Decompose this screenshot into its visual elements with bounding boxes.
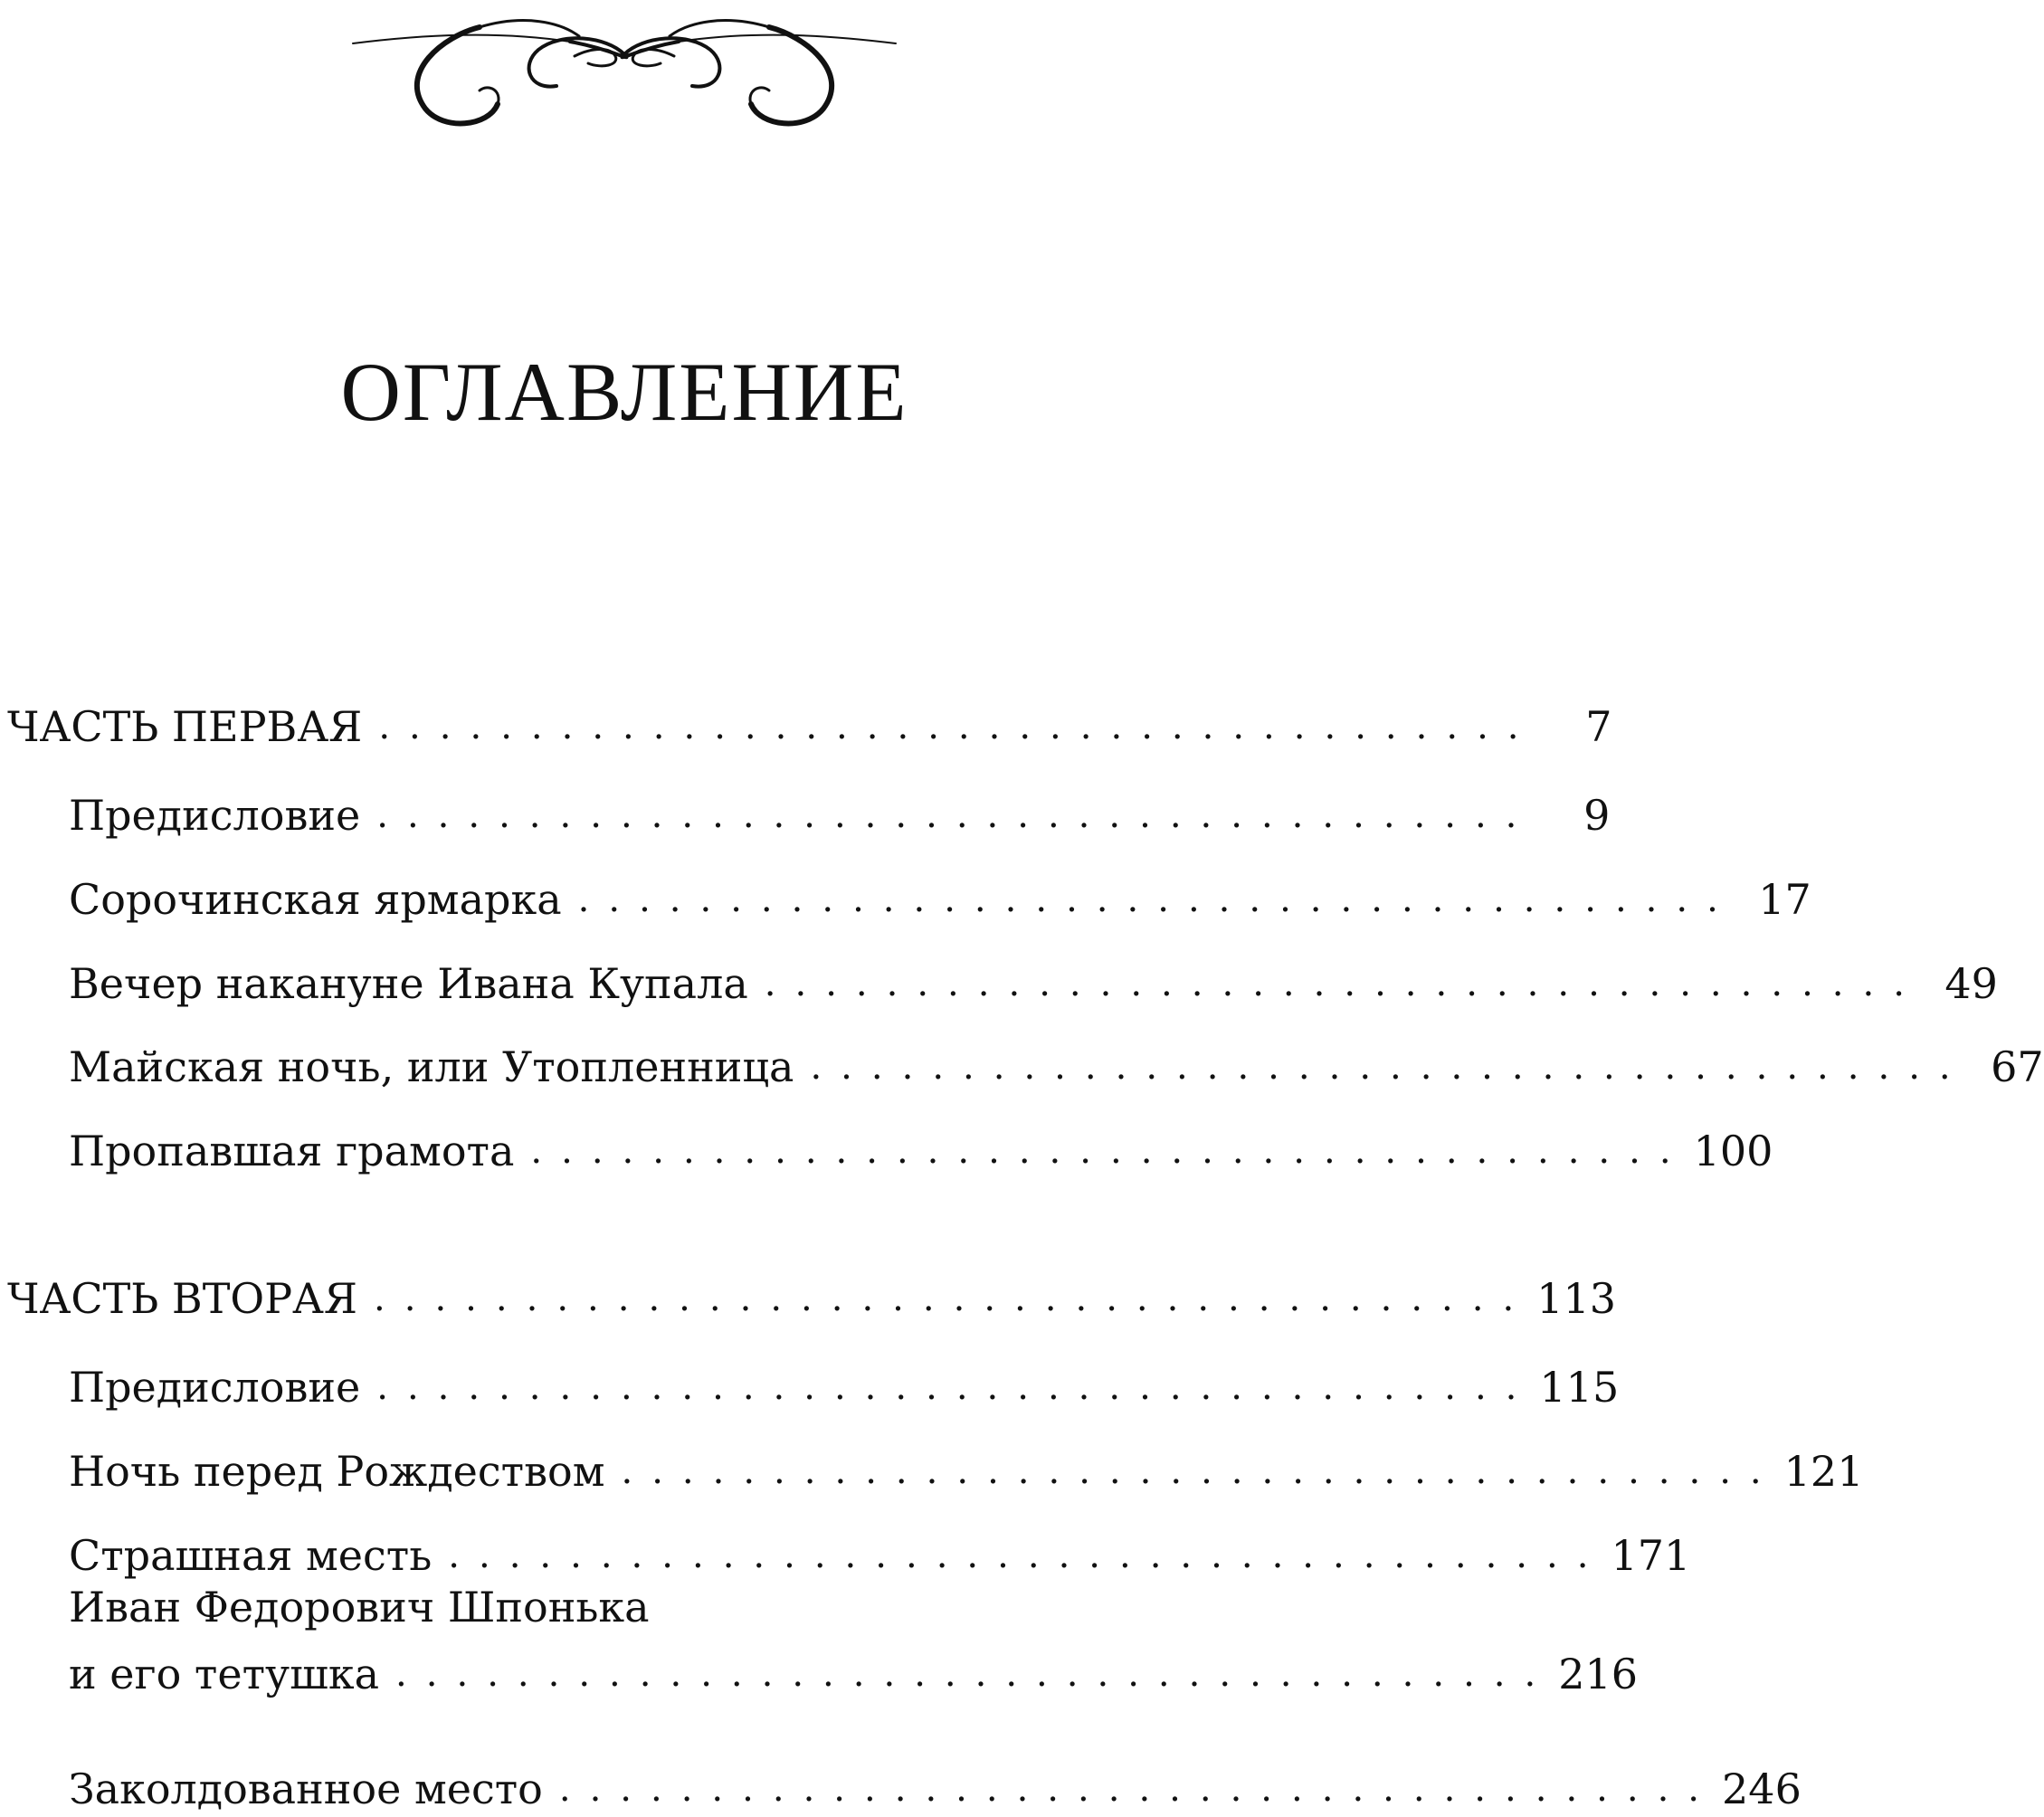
dot-leader: ...................................... — [530, 1130, 1690, 1172]
toc-item[interactable] — [69, 780, 1611, 843]
dot-leader: ...................................... — [810, 1046, 1970, 1088]
toc-item[interactable] — [69, 1436, 1864, 1499]
toc-item[interactable] — [69, 864, 1811, 928]
toc-page-number: 9 — [1583, 791, 1611, 840]
toc-item-label: Предисловие — [69, 1363, 361, 1412]
toc-item-label: Пропавшая грамота — [69, 1127, 515, 1175]
toc-item-label: Вечер накануне Ивана Купала — [69, 959, 748, 1008]
toc-page-number: 115 — [1539, 1363, 1620, 1412]
toc-item[interactable] — [69, 1579, 1639, 1706]
dot-leader: ...................................... — [621, 1451, 1781, 1492]
toc-page-number: 216 — [1558, 1650, 1639, 1698]
toc-item[interactable] — [69, 1352, 1620, 1415]
dot-leader: ...................................... — [448, 1535, 1608, 1576]
toc-item-label: Иван Федорович Шпонька — [69, 1583, 650, 1631]
toc-part-1[interactable] — [7, 691, 1612, 755]
toc-page-number: 17 — [1758, 875, 1811, 924]
dot-leader: ...................................... — [378, 706, 1538, 747]
toc-item-label: Сорочинская ярмарка — [69, 875, 562, 924]
toc-item-label: Майская ночь, или Утопленница — [69, 1042, 794, 1091]
dot-leader: ...................................... — [376, 794, 1536, 836]
toc-item-label: Ночь перед Рождеством — [69, 1447, 605, 1496]
toc-page-number: 246 — [1722, 1765, 1802, 1813]
toc-item-label: Предисловие — [69, 791, 361, 840]
toc-item[interactable] — [69, 1116, 1773, 1179]
toc-item[interactable] — [69, 1032, 2044, 1095]
dot-leader: ...................................... — [376, 1366, 1536, 1408]
toc-item-label: Заколдованное место — [69, 1765, 543, 1813]
toc-page-number: 121 — [1783, 1447, 1864, 1496]
dot-leader: ...................................... — [374, 1278, 1534, 1319]
dot-leader: ...................................... — [764, 963, 1924, 1004]
toc-page-number: 100 — [1693, 1127, 1773, 1175]
dot-leader: ...................................... — [558, 1768, 1719, 1810]
toc-page-number: 7 — [1585, 702, 1612, 751]
toc-page-number: 171 — [1611, 1531, 1691, 1580]
toc-page-number: 113 — [1536, 1274, 1617, 1323]
page-title: ОГЛАВЛЕНИЕ — [340, 346, 908, 438]
dot-leader: ...................................... — [395, 1653, 1555, 1695]
toc-item[interactable] — [69, 948, 1998, 1012]
toc-part-label: ЧАСТЬ ПЕРВАЯ — [7, 702, 363, 751]
toc-part-2[interactable] — [7, 1263, 1617, 1327]
dot-leader: ...................................... — [577, 879, 1737, 920]
toc-page-number: 67 — [1991, 1042, 2044, 1091]
toc-page-number: 49 — [1944, 959, 1998, 1008]
toc-item[interactable] — [69, 1520, 1691, 1584]
toc-item-label: Страшная месть — [69, 1531, 433, 1580]
toc-part-label: ЧАСТЬ ВТОРАЯ — [7, 1274, 358, 1323]
toc-item-label-continued: и его тетушка — [69, 1650, 380, 1698]
toc-item[interactable] — [69, 1754, 1802, 1817]
